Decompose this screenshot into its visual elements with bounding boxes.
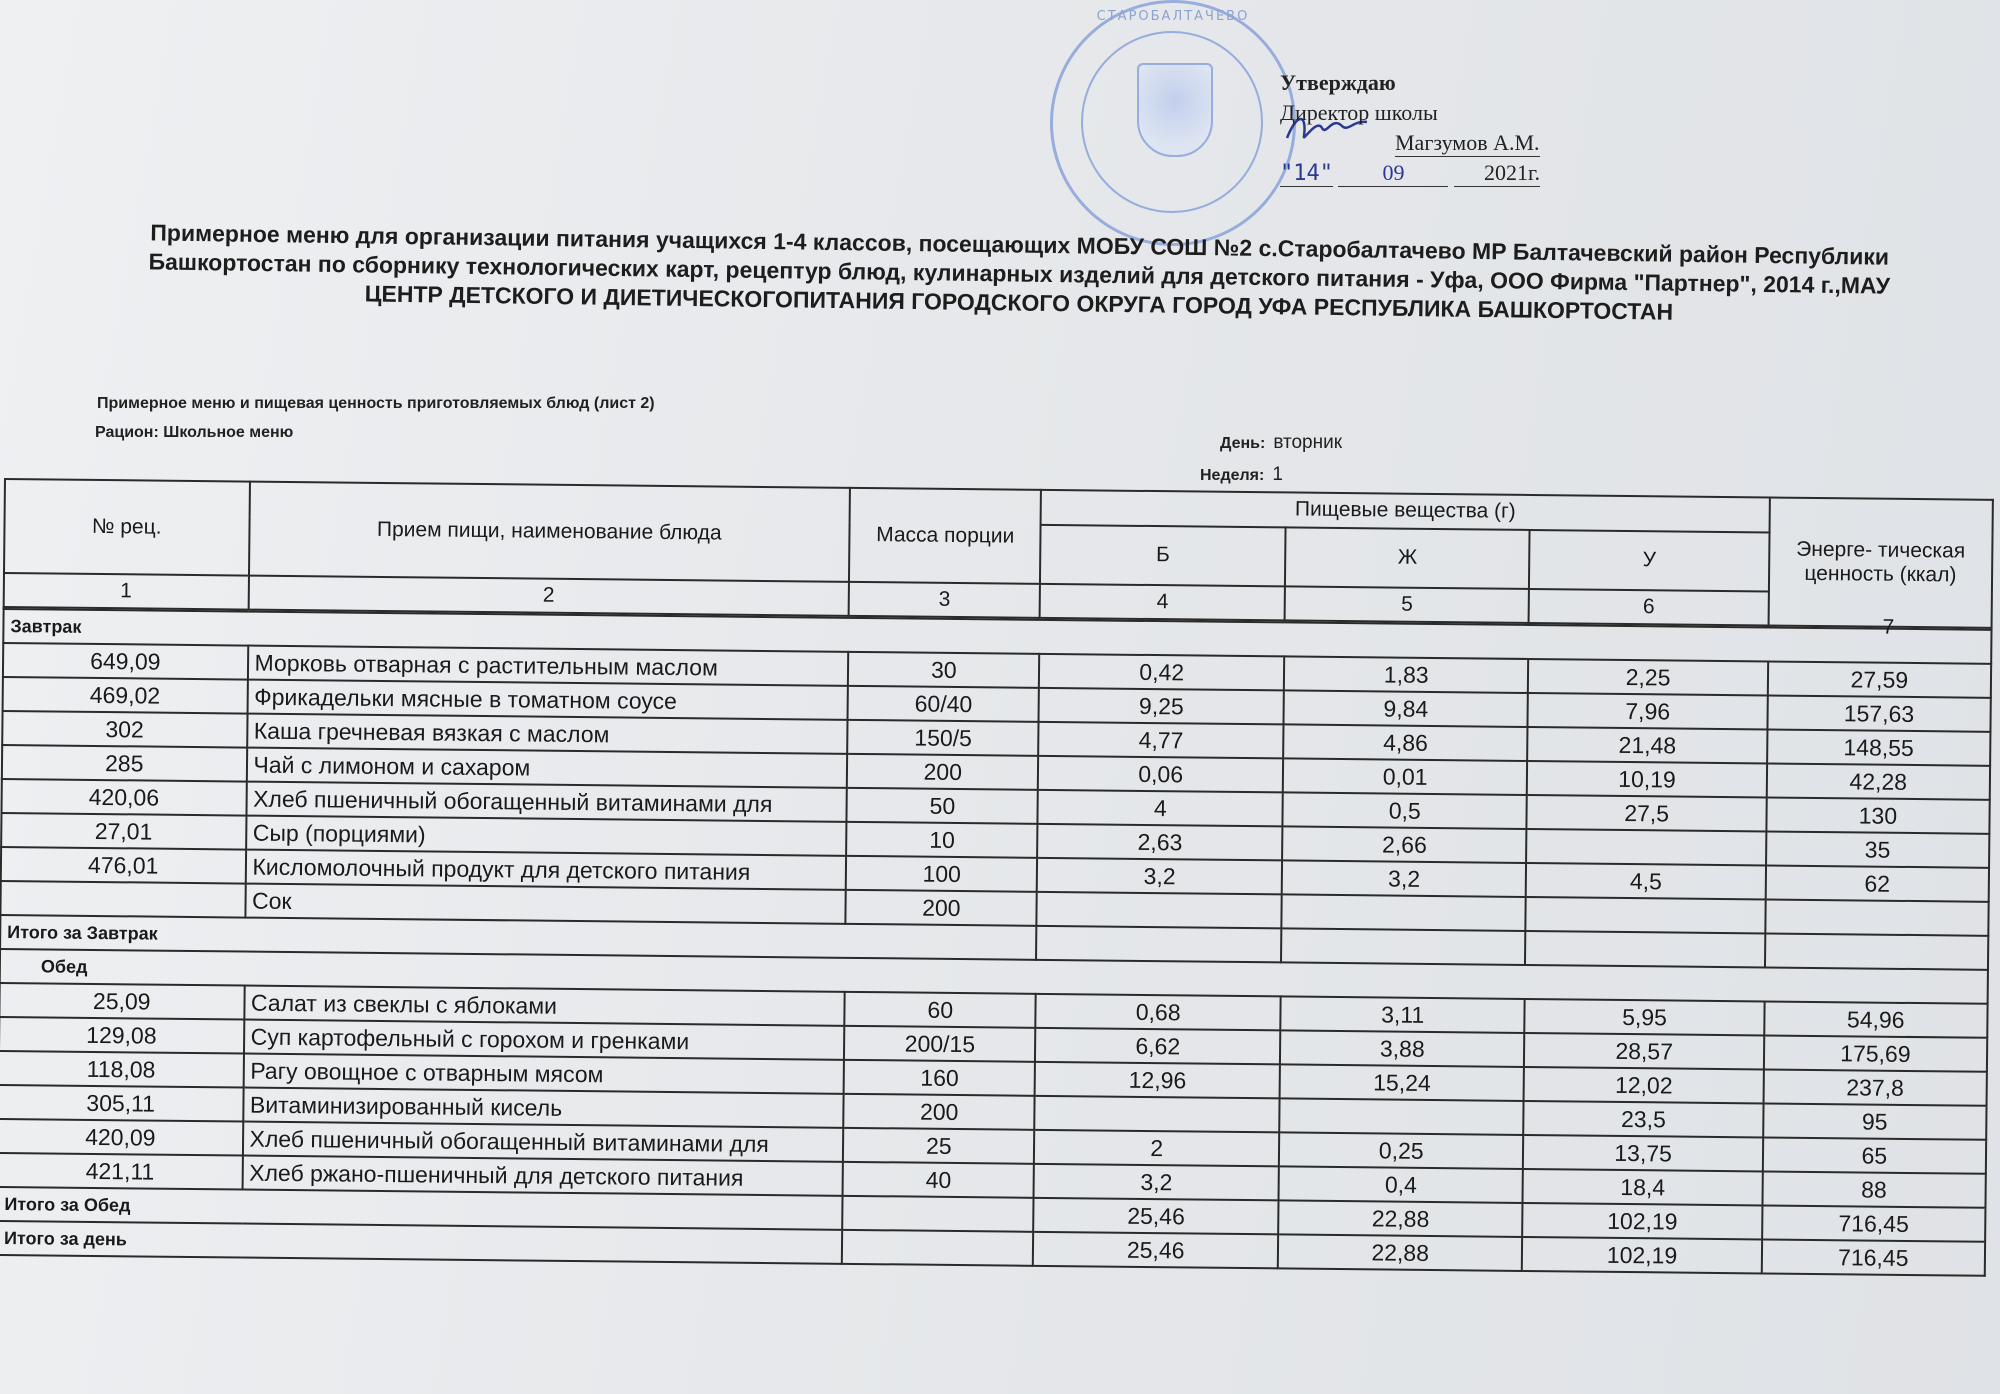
approval-block <box>1280 70 1540 190</box>
cell-rec: 129,08 <box>0 1017 244 1054</box>
cell-kcal: 35 <box>1766 831 1990 867</box>
cell-mass: 10 <box>846 822 1038 858</box>
cell-rec <box>0 881 245 918</box>
empty-cell <box>1281 928 1526 965</box>
approval-month: 09 <box>1338 160 1448 187</box>
cell-b: 3,2 <box>1037 858 1282 895</box>
cell-zh: 0,4 <box>1278 1166 1523 1203</box>
stamp-ring-text: СТАРОБАЛТАЧЕВО <box>1096 9 1250 24</box>
cell-zh: 3,2 <box>1282 860 1527 897</box>
cell-kcal: 148,55 <box>1767 729 1991 765</box>
cell-kcal: 42,28 <box>1766 763 1990 799</box>
cell-dish: Суп картофельный с горохом и гренками <box>243 1020 844 1060</box>
total-row-lunch-b: 25,46 <box>1034 1198 1279 1235</box>
cell-rec: 27,01 <box>1 813 246 850</box>
cell-mass: 100 <box>846 856 1038 892</box>
cell-zh: 0,25 <box>1279 1132 1524 1169</box>
week-value: 1 <box>1272 464 1283 485</box>
cell-b: 2 <box>1034 1130 1279 1167</box>
approval-heading: Утверждаю <box>1280 70 1396 95</box>
cell-zh <box>1281 894 1526 931</box>
cell-rec: 420,09 <box>0 1119 243 1156</box>
cell-u: 27,5 <box>1527 795 1767 832</box>
cell-rec: 421,11 <box>0 1153 242 1190</box>
cell-zh: 2,66 <box>1282 826 1527 863</box>
cell-b <box>1035 1096 1280 1133</box>
col-num-3: 3 <box>849 582 1041 618</box>
cell-u: 10,19 <box>1527 761 1767 798</box>
cell-u: 21,48 <box>1528 727 1768 764</box>
cell-zh: 0,5 <box>1282 792 1527 829</box>
cell-dish: Морковь отварная с растительным маслом <box>247 646 848 686</box>
cell-u <box>1527 829 1767 866</box>
cell-rec: 476,01 <box>1 847 246 884</box>
cell-b: 4 <box>1038 790 1283 827</box>
col-num-7: 7 <box>1882 615 1895 639</box>
menu-table-wrapper <box>0 478 1994 1277</box>
cell-rec: 118,08 <box>0 1051 243 1088</box>
total-row-day-zh: 22,88 <box>1278 1234 1523 1271</box>
approval-day: "14" <box>1280 161 1333 186</box>
cell-mass: 60/40 <box>848 686 1040 722</box>
cell-zh: 15,24 <box>1280 1064 1525 1101</box>
cell-dish: Каша гречневая вязкая с маслом <box>247 714 848 754</box>
cell-u: 12,02 <box>1524 1067 1764 1104</box>
director-name: Магзумов А.М. <box>1395 130 1540 155</box>
cell-kcal: 88 <box>1762 1171 1986 1207</box>
cell-u: 4,5 <box>1526 863 1766 900</box>
cell-mass: 200/15 <box>844 1026 1036 1062</box>
cell-dish: Хлеб ржано-пшеничный для детского питания <box>242 1156 843 1196</box>
cell-u: 23,5 <box>1524 1101 1764 1138</box>
cell-dish: Чай с лимоном и сахаром <box>246 748 847 788</box>
empty-cell <box>1525 931 1765 968</box>
cell-b: 0,06 <box>1038 756 1283 793</box>
cell-u <box>1526 897 1766 934</box>
cell-u: 18,4 <box>1523 1169 1763 1206</box>
total-row-day-u: 102,19 <box>1522 1237 1762 1274</box>
cell-kcal: 95 <box>1763 1103 1987 1139</box>
cell-dish: Сыр (порциями) <box>246 816 847 856</box>
cell-u: 13,75 <box>1523 1135 1763 1172</box>
cell-kcal: 237,8 <box>1763 1069 1987 1105</box>
header-dish: Прием пищи, наименование блюда <box>248 482 850 582</box>
day-label: День: <box>1220 435 1266 452</box>
cell-u: 7,96 <box>1528 693 1768 730</box>
cell-zh: 0,01 <box>1283 758 1528 795</box>
cell-kcal: 130 <box>1766 797 1990 833</box>
approval-position: Директор школы <box>1280 100 1438 125</box>
cell-rec: 302 <box>2 711 247 748</box>
total-row-lunch-u: 102,19 <box>1523 1203 1763 1240</box>
cell-dish: Рагу овощное с отварным мясом <box>243 1054 844 1094</box>
approval-year: 2021г. <box>1454 160 1540 187</box>
header-zh: Ж <box>1285 527 1530 589</box>
menu-table <box>0 478 1994 1277</box>
official-stamp <box>1050 0 1296 246</box>
header-rec: № рец. <box>4 479 249 576</box>
emblem-icon <box>1137 63 1213 157</box>
header-b: Б <box>1040 525 1285 587</box>
cell-rec: 649,09 <box>3 643 248 680</box>
subtitle: Примерное меню и пищевая ценность приготовляемых блюд (лист 2) <box>97 395 655 412</box>
cell-u: 28,57 <box>1524 1033 1764 1070</box>
cell-mass: 50 <box>847 788 1039 824</box>
cell-dish: Фрикадельки мясные в томатном соусе <box>247 680 848 720</box>
cell-b: 0,68 <box>1036 994 1281 1031</box>
cell-dish: Хлеб пшеничный обогащенный витаминами для <box>246 782 847 822</box>
empty-cell <box>842 1196 1034 1232</box>
cell-zh: 9,84 <box>1283 690 1528 727</box>
header-nutrients: Пищевые вещества (г) <box>1041 490 1770 532</box>
menu-table-body <box>0 609 1992 1276</box>
cell-b: 9,25 <box>1039 688 1284 725</box>
cell-kcal: 54,96 <box>1764 1001 1988 1037</box>
cell-mass: 160 <box>844 1060 1036 1096</box>
cell-kcal: 65 <box>1763 1137 1987 1173</box>
cell-b: 12,96 <box>1035 1062 1280 1099</box>
cell-rec: 285 <box>2 745 247 782</box>
col-num-2: 2 <box>248 576 849 616</box>
empty-cell <box>1765 933 1989 969</box>
col-num-1: 1 <box>4 573 249 610</box>
day-field <box>1220 432 1342 454</box>
cell-zh: 4,86 <box>1283 724 1528 761</box>
section-breakfast: Завтрак <box>3 609 1991 664</box>
empty-cell <box>842 1230 1034 1266</box>
cell-u: 2,25 <box>1528 659 1768 696</box>
cell-zh <box>1279 1098 1524 1135</box>
ration-label: Рацион: Школьное меню <box>95 424 294 441</box>
empty-cell <box>1036 926 1281 963</box>
cell-b: 0,42 <box>1039 654 1284 691</box>
cell-zh: 3,88 <box>1280 1030 1525 1067</box>
total-row-day-label: Итого за день <box>0 1221 842 1264</box>
header-mass: Масса порции <box>849 488 1041 584</box>
cell-mass: 30 <box>848 652 1040 688</box>
cell-dish: Кисломолочный продукт для детского питания <box>245 850 846 890</box>
cell-mass: 150/5 <box>847 720 1039 756</box>
cell-rec: 305,11 <box>0 1085 243 1122</box>
total-row-lunch-kcal: 716,45 <box>1762 1205 1986 1241</box>
cell-kcal <box>1765 899 1989 935</box>
document-title: Примерное меню для организации питания учащихся 1-4 классов, посещающих МОБУ СОШ №2 с.Старобалтачево МР Балтачевский район Республики Башкортостан по сборнику технологических карт, рецептур блюд, кулинарных изделий для детского питания - Уфа, ООО Фирма "Партнер", 2014 г.,МАУ ЦЕНТР ДЕТСКОГО И ДИЕТИЧЕСКОГОПИТАНИЯ ГОРОДСКОГО ОКРУГА ГОРОД УФА РЕСПУБЛИКА БАШКОРТОСТАН <box>148 219 1891 325</box>
cell-kcal: 175,69 <box>1764 1035 1988 1071</box>
cell-kcal: 27,59 <box>1768 661 1992 697</box>
cell-dish: Витаминизированный кисель <box>243 1088 844 1128</box>
cell-dish: Сок <box>245 884 846 924</box>
week-label: Неделя: <box>1200 467 1265 484</box>
section-lunch: Обед <box>0 949 1988 1004</box>
total-row-day-b: 25,46 <box>1033 1232 1278 1269</box>
header-u: У <box>1529 530 1769 592</box>
week-field <box>1200 464 1283 486</box>
cell-mass: 200 <box>843 1094 1035 1130</box>
cell-mass: 200 <box>846 890 1038 926</box>
cell-mass: 200 <box>847 754 1039 790</box>
cell-b: 6,62 <box>1035 1028 1280 1065</box>
total-row-lunch-zh: 22,88 <box>1278 1200 1523 1237</box>
col-num-6: 6 <box>1529 589 1769 626</box>
col-num-5: 5 <box>1285 586 1530 623</box>
cell-u: 5,95 <box>1525 999 1765 1036</box>
header-energy: Энерге- тическая ценность (ккал) <box>1768 497 1993 627</box>
cell-rec: 25,09 <box>0 983 244 1020</box>
cell-b <box>1037 892 1282 929</box>
cell-kcal: 62 <box>1765 865 1989 901</box>
cell-b: 4,77 <box>1039 722 1284 759</box>
cell-dish: Салат из свеклы с яблоками <box>244 986 845 1026</box>
total-row-lunch-label: Итого за Обед <box>0 1187 843 1230</box>
cell-rec: 469,02 <box>3 677 248 714</box>
cell-kcal: 157,63 <box>1767 695 1991 731</box>
col-num-4: 4 <box>1040 584 1285 621</box>
total-row-day-kcal: 716,45 <box>1761 1239 1985 1275</box>
cell-dish: Хлеб пшеничный обогащенный витаминами для <box>242 1122 843 1162</box>
cell-rec: 420,06 <box>1 779 246 816</box>
cell-b: 2,63 <box>1038 824 1283 861</box>
cell-b: 3,2 <box>1034 1164 1279 1201</box>
cell-mass: 60 <box>844 992 1036 1028</box>
cell-zh: 3,11 <box>1280 996 1525 1033</box>
cell-mass: 40 <box>843 1162 1035 1198</box>
cell-mass: 25 <box>843 1128 1035 1164</box>
cell-zh: 1,83 <box>1284 656 1529 693</box>
total-breakfast-label: Итого за Завтрак <box>0 915 1037 960</box>
day-value: вторник <box>1273 432 1343 453</box>
